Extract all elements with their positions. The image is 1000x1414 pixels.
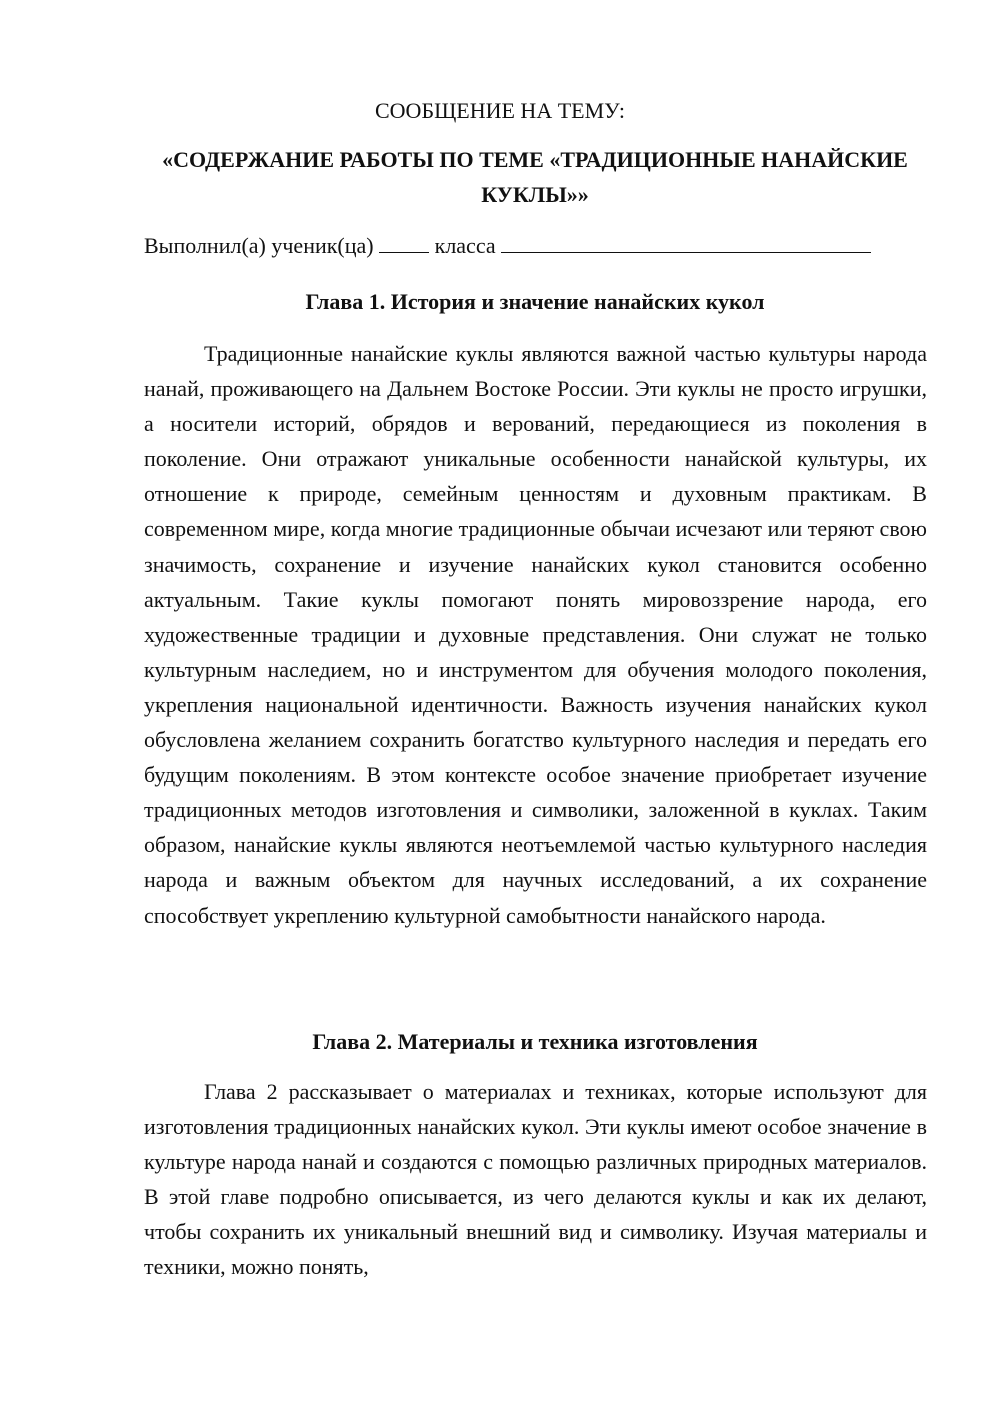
chapter-1-heading: Глава 1. История и значение нанайских кукол [305,289,765,314]
class-label: класса [434,233,496,258]
document-title: «СОДЕРЖАНИЕ РАБОТЫ ПО ТЕМЕ «ТРАДИЦИОННЫЕ НАНАЙСКИЕ КУКЛЫ»» [162,147,908,207]
document-subtitle: СООБЩЕНИЕ НА ТЕМУ: [375,98,625,123]
chapter-2-heading: Глава 2. Материалы и техника изготовления [312,1029,758,1054]
author-line [144,230,934,262]
chapter-1-paragraph: Традиционные нанайские куклы являются важной частью культуры народа нанай, проживающего на Дальнем Востоке России. Эти куклы не просто игрушки, а носители историй, обрядов и верований, передающиеся из поколения в поколение. Они отражают уникальные особенности нанайской культуры, их отношение к природе, семейным ценностям и духовным практикам. В современном мире, когда многие традиционные обычаи исчезают или теряют свою значимость, сохранение и изучение нанайских кукол становится особенно актуальным. Такие куклы помогают понять мировоззрение народа, его художественные традиции и духовные представления. Они служат не только культурным наследием, но и инструментом для обучения молодого поколения, укрепления национальной идентичности. Важность изучения нанайских кукол обусловлена желанием сохранить богатство культурного наследия и передать его будущим поколениям. В этом контексте особое значение приобретает изучение традиционных методов изготовления и символики, заложенной в куклах. Таким образом, нанайские куклы являются неотъемлемой частью культурного наследия народа и важным объектом для научных исследований, а их сохранение способствует укреплению культурной самобытности нанайского народа. [144,341,927,928]
author-prefix: Выполнил(а) ученик(ца) [144,233,374,258]
chapter-2-paragraph: Глава 2 рассказывает о материалах и техниках, которые используют для изготовления традиционных нанайских кукол. Эти куклы имеют особое значение в культуре народа нанай и создаются с помощью различных природных материалов. В этой главе подробно описывается, из чего делаются куклы и как их делают, чтобы сохранить их уникальный внешний вид и символику. Изучая материалы и техники, можно понять, [144,1079,927,1280]
student-name-blank [501,230,871,253]
class-number-blank [379,230,429,253]
